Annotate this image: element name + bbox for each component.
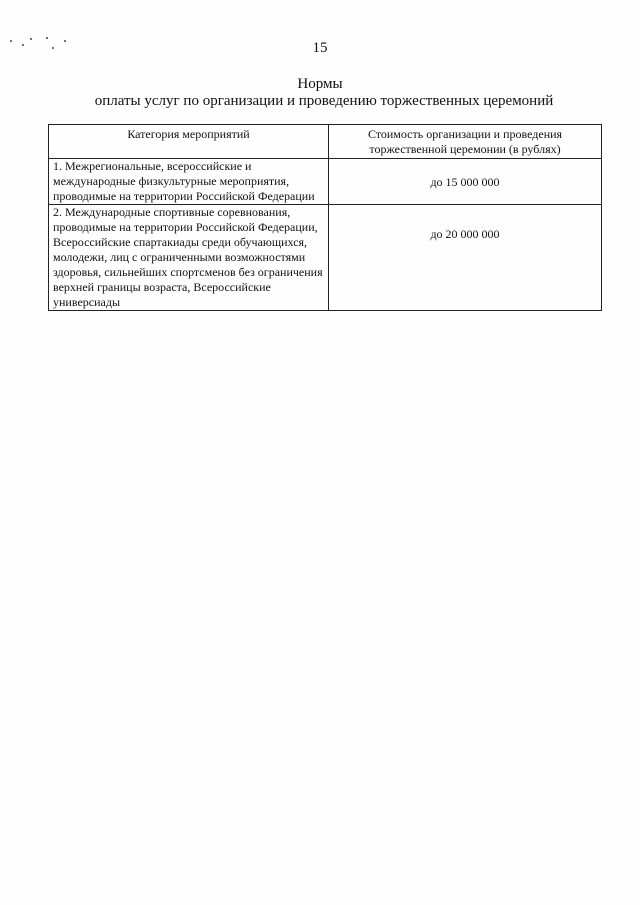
column-header-cost: Стоимость организации и проведения торжественной церемонии (в рублях) bbox=[329, 125, 602, 159]
document-subtitle: оплаты услуг по организации и проведению торжественных церемоний bbox=[94, 93, 554, 109]
table-row bbox=[49, 205, 602, 311]
table-row bbox=[49, 159, 602, 205]
column-header-category: Категория мероприятий bbox=[49, 125, 329, 159]
scan-speck bbox=[46, 37, 48, 39]
category-cell: 1. Межрегиональные, всероссийские и международные физкультурные мероприятия, проводимые на территории Российской Федерации bbox=[49, 159, 329, 205]
norms-table bbox=[48, 124, 602, 311]
document-title: Нормы bbox=[297, 76, 343, 92]
table-header-row bbox=[49, 125, 602, 159]
cost-cell: до 20 000 000 bbox=[329, 205, 602, 311]
category-cell: 2. Международные спортивные соревнования, проводимые на территории Российской Федерации, Всероссийские спартакиады среди обучающихся, молодежи, лиц с ограниченными возможностями здоровья, сильнейших спортсменов без ограничения верхней границы возраста, Всероссийские универсиады bbox=[49, 205, 329, 311]
page-number: 15 bbox=[312, 40, 328, 56]
cost-cell: до 15 000 000 bbox=[329, 159, 602, 205]
